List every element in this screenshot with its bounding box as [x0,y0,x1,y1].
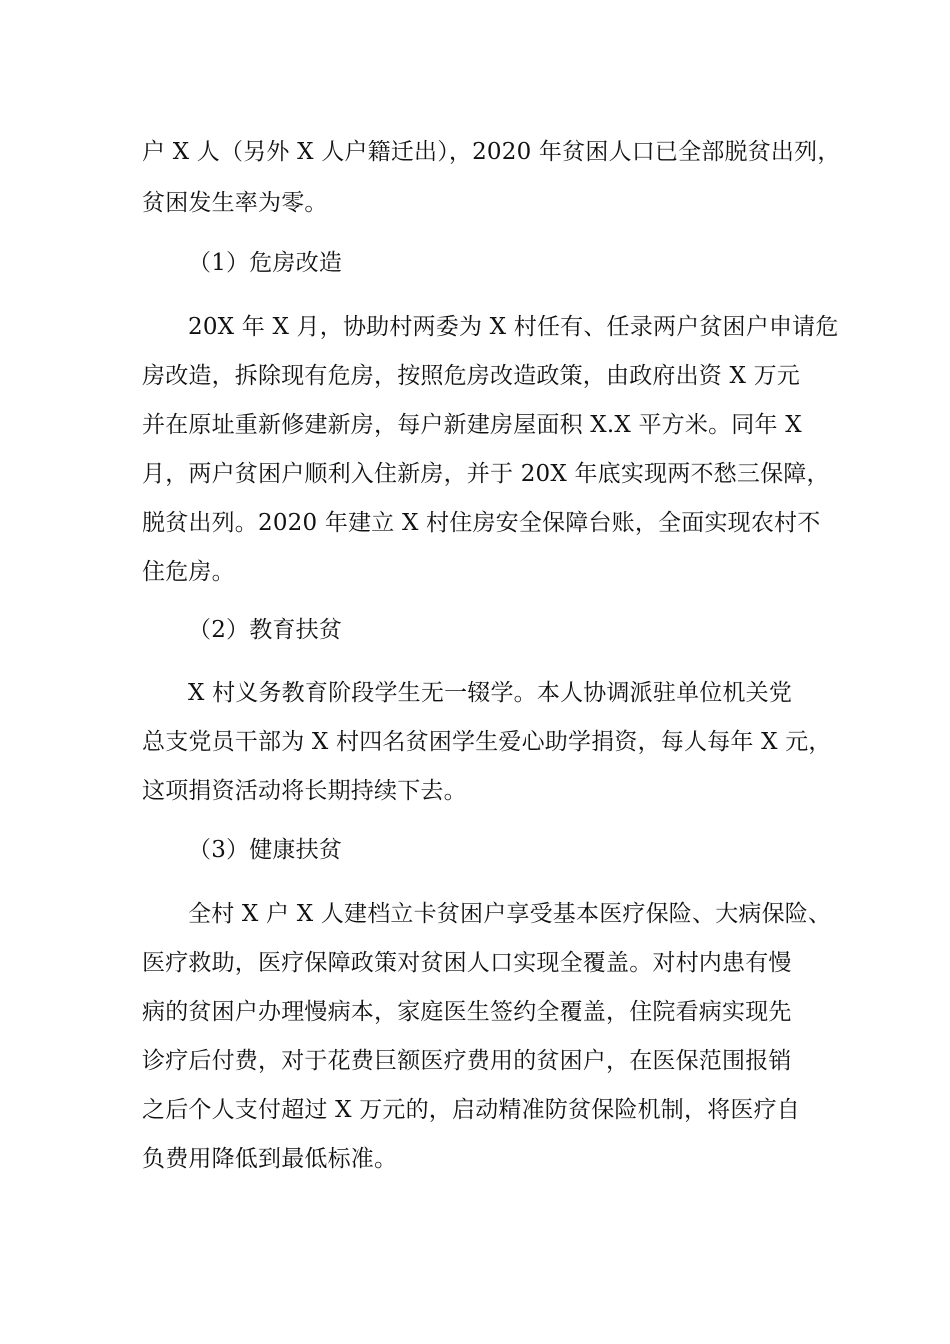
paragraph-line: 这项捐资活动将长期持续下去。 [142,778,467,804]
paragraph-line: 之后个人支付超过 X 万元的，启动精准防贫保险机制，将医疗自 [142,1097,800,1123]
paragraph-line: 负费用降低到最低标准。 [142,1146,398,1172]
intro-line-1: 户 X 人（另外 X 人户籍迁出），2020 年贫困人口已全部脱贫出列， [142,139,841,165]
intro-line-2: 贫困发生率为零。 [142,190,328,216]
paragraph-line: 医疗救助，医疗保障政策对贫困人口实现全覆盖。对村内患有慢 [142,950,792,976]
paragraph-line: 病的贫困户办理慢病本，家庭医生签约全覆盖，住院看病实现先 [142,999,792,1025]
section-heading-health: （3）健康扶贫 [188,837,343,863]
paragraph-line: 住危房。 [142,559,235,585]
paragraph-line: 并在原址重新修建新房，每户新建房屋面积 X.X 平方米。同年 X [142,412,802,438]
paragraph-line: 20X 年 X 月，协助村两委为 X 村任有、任录两户贫困户申请危 [188,314,839,340]
section-heading-housing: （1）危房改造 [188,250,343,276]
paragraph-line: 房改造，拆除现有危房，按照危房改造政策，由政府出资 X 万元 [142,363,800,389]
paragraph-line: 诊疗后付费，对于花费巨额医疗费用的贫困户，在医保范围报销 [142,1048,792,1074]
paragraph-line: 脱贫出列。2020 年建立 X 村住房安全保障台账，全面实现农村不 [142,510,821,536]
paragraph-line: 全村 X 户 X 人建档立卡贫困户享受基本医疗保险、大病保险、 [188,901,832,927]
paragraph-line: X 村义务教育阶段学生无一辍学。本人协调派驻单位机关党 [188,680,793,706]
paragraph-line: 总支党员干部为 X 村四名贫困学生爱心助学捐资，每人每年 X 元， [142,729,832,755]
paragraph-line: 月，两户贫困户顺利入住新房，并于 20X 年底实现两不愁三保障， [142,461,830,487]
section-heading-education: （2）教育扶贫 [188,617,343,643]
